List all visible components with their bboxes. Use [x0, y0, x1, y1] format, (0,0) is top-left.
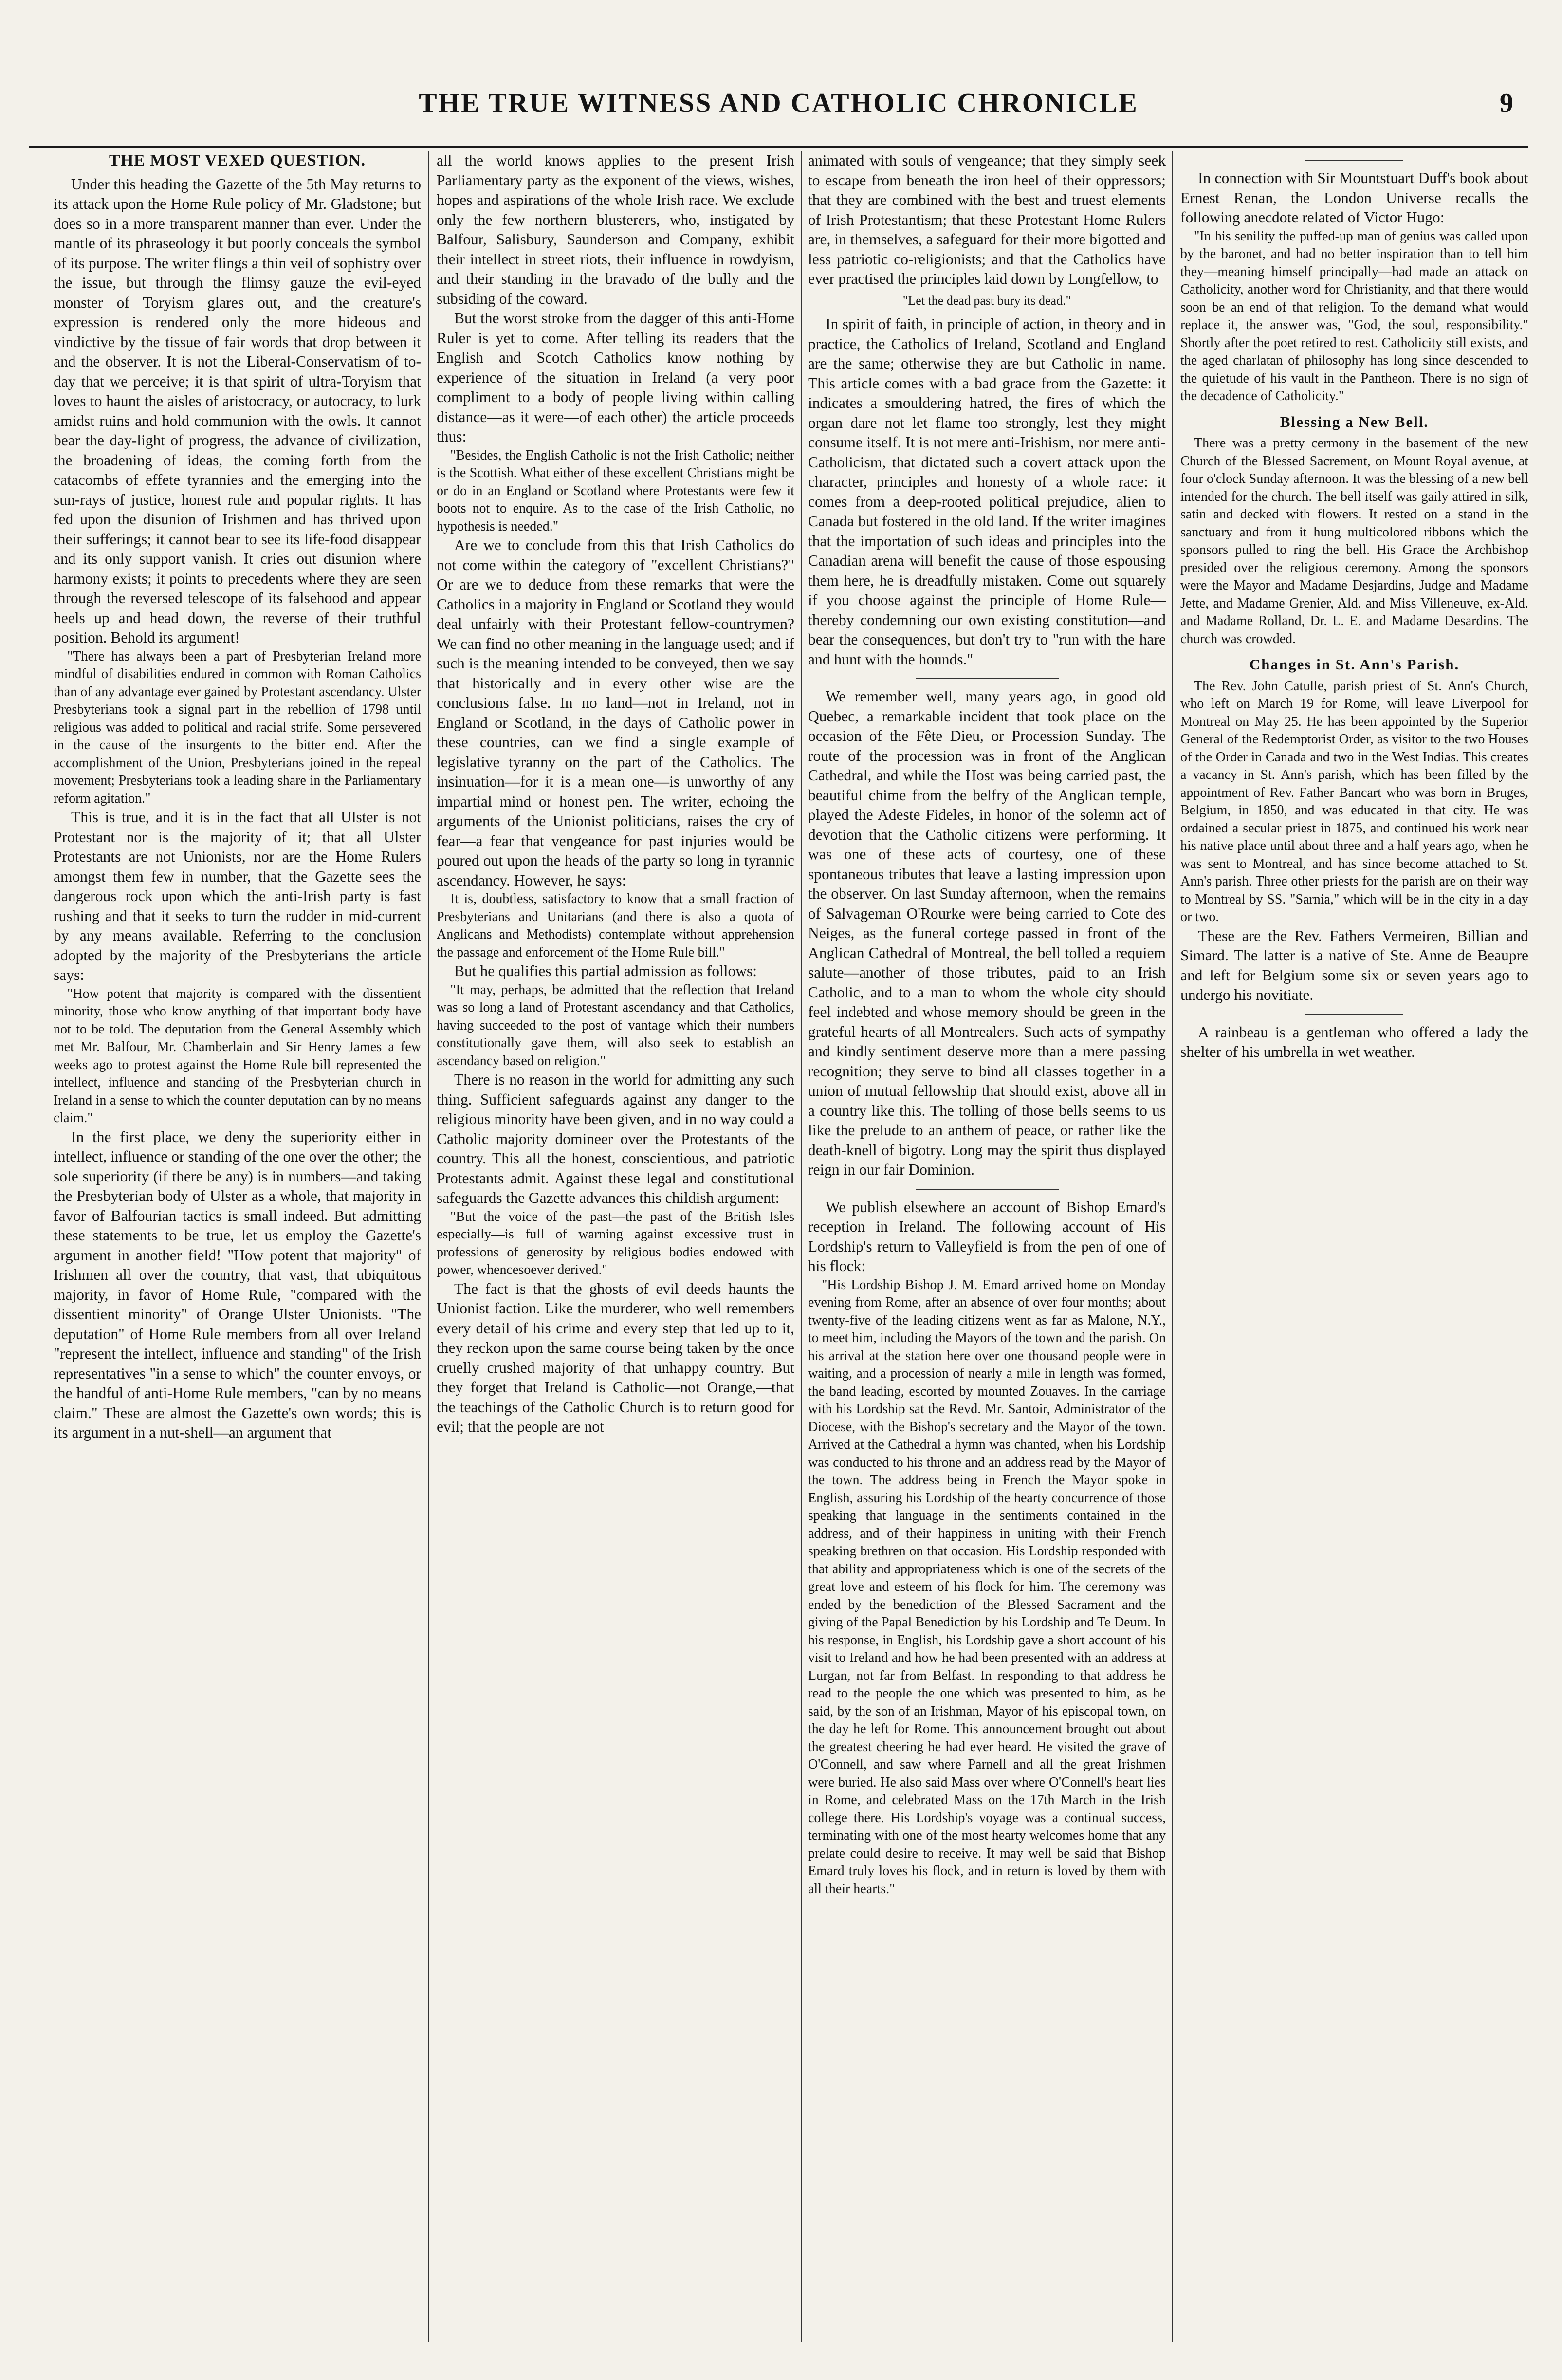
masthead: [29, 73, 1528, 148]
column-1: [54, 151, 421, 2351]
quote-paragraph: There was a pretty cermony in the basement of the new Church of the Blessed Sacrement, on Mount Royal avenue, at four o'clock Sunday afternoon. It was the blessing of a new bell intended for the church. The bell itself was gaily attired in silk, satin and decked with flowers. It rested on a stand in the sanctuary and from it hung multicolored ribbons which the sponsors pulled to ring the bell. His Grace the Archbishop presided over the religious ceremony. Among the sponsors were the Mayor and Madame Desjardins, Judge and Madame Jette, and Madame Grenier, Ald. and Miss Villeneuve, ex-Ald. and Madame Rolland, Dr. L. E. and Madame Desardins. The church was crowded.: [1180, 436, 1528, 646]
quote-paragraph: "There has always been a part of Presbyterian Ireland more mindful of disabilities endured in common with Roman Catholics than of any advantage ever gained by Protestant ascendancy. Ulster Presbyterians took a signal part in the rebellion of 1798 until religious was added to political and racial strife. Some persevered in the cause of the insurgents to the bitter end. After the accomplishment of the Union, Presbyterians joined in the repeal movement; Presbyterians took a leading share in the Parliamentary reform agitation.": [54, 648, 421, 806]
headline-most-vexed-question: THE MOST VEXED QUESTION.: [109, 151, 366, 169]
paragraph: In spirit of faith, in principle of action, in theory and in practice, the Catholics of Ireland, Scotland and England are the same; otherwise they are but Catholic in name. This article comes with a bad grace from the Gazette: it indicates a smouldering hatred, the fires of which the organ dare not let flame too strongly, lest they might consume itself. It is not mere anti-Irishism, nor mere anti-Catholicism, that dictated such a covert attack upon the character, principles and honesty of a whole race: it comes from a deep-rooted political prejudice, alien to Canada but fostered in the old land. If the writer imagines that the importation of such ideas and principles into the Canadian arena will benefit the cause of those espousing them here, he is dreadfully mistaken. Come out squarely if you choose against the principle of Home Rule—thereby condemning our own existing constitution—and bear the consequences, but don't try to "run with the hare and hunt with the hounds.": [808, 315, 1166, 668]
paragraph: Under this heading the Gazette of the 5th May returns to its attack upon the Home Rule policy of Mr. Gladstone; but does so in a more transparent manner than ever. Under the mantle of its phraseology it but poorly conceals the symbol of its purpose. The writer flings a thin veil of sophistry over the issue, but through the flimsy gauze the evil-eyed monster of Toryism glares out, and the creature's expression is rendered only the more hideous and vindictive by the tissue of fair words that drop between it and the observer. It is not the Liberal-Conservatism of to-day that we perceive; it is that spirit of ultra-Toryism that loves to haunt the aisles of aristocracy, or autocracy, to lurk amidst ruins and hold communion with the owls. It cannot bear the day-light of progress, the advance of civilization, the broadening of ideas, the coming forth from the catacombs of effete tyrannies and the emerging into the sun-rays of justice, honest rule and popular rights. It has fed upon the disunion of Irishmen and has thrived upon their sufferings; it cannot bear to see its life-food disappear and its only support vanish. It cries out disunion where harmony exists; it points to precedents where they are seen through the reversed telescope of its falsehood and appear heels up and head down, the reverse of their truthful position. Behold its argument!: [54, 175, 421, 646]
column-2: [437, 151, 794, 2351]
column-3: [808, 151, 1166, 2351]
paragraph: animated with souls of vengeance; that they simply seek to escape from beneath the iron heel of their oppressors; that they are combined with the best and truest elements of Irish Protestantism; that these Protestant Home Rulers are, in themselves, a safeguard for their more bigotted and less patriotic co-religionists; and that the Catholics have ever practised the principles laid down by Longfellow, to: [808, 152, 1166, 287]
page-number: 9: [1500, 88, 1513, 118]
column-4: [1180, 151, 1528, 2351]
paragraph: We publish elsewhere an account of Bishop Emard's reception in Ireland. The following account of His Lordship's return to Valleyfield is from the pen of one of his flock:: [808, 1198, 1166, 1274]
paragraph: Are we to conclude from this that Irish Catholics do not come within the category of "excellent Christians?" Or are we to deduce from these remarks that were the Catholics in a majority in England or Scotland they would deal unfairly with their Protestant fellow-countrymen? We can find no other meaning in the language used; and if such is the meaning intended to be conveyed, then we say that historically and in every other wise are the conclusions false. In no land—not in Ireland, not in England or Scotland, in the days of Catholic power in these countries, can we find a single example of legislative tyranny on the part of the Catholics. The insinuation—for it is a mean one—is unworthy of any impartial mind or honest pen. The writer, echoing the arguments of the Unionist politicians, raises the cry of fear—a fear that vengeance for past injuries would be poured out upon the heads of the party so long in tyrannic ascendancy. However, he says:: [437, 536, 794, 889]
quote-paragraph: "In his senility the puffed-up man of genius was called upon by the baronet, and had no better inspiration than to tell him they—meaning himself principally—had made an attack on Catholicity, another word for Christianity, and that there would soon be an end of that religion. To the demand what would replace it, the answer was, "God, the soul, responsibility." Shortly after the poet retired to rest. Catholicity still exists, and the aged charlatan of philosophy has long since descended to the quietude of his vault in the Pantheon. There is no sign of the decadence of Catholicity.": [1180, 228, 1528, 404]
paragraph: But he qualifies this partial admission as follows:: [454, 962, 757, 979]
section-separator: [1305, 160, 1403, 161]
column-divider: [428, 151, 429, 2342]
quote-paragraph: "Besides, the English Catholic is not the Irish Catholic; neither is the Scottish. What either of these excellent Christians might be or do in an England or Scotland where Protestants were few it boots not to enquire. As to the case of the Irish Catholic, no hypothesis is needed.": [437, 447, 794, 534]
quote-paragraph: It is, doubtless, satisfactory to know that a small fraction of Presbyterians and Unitarians (and there is also a quota of Anglicans and Methodists) contemplate without apprehension the passage and enforcement of the Home Rule bill.": [437, 891, 794, 960]
paragraph: In the first place, we deny the superiority either in intellect, influence or standing of the one over the other; the sole superiority (if there be any) is in numbers—and taking the Presbyterian body of Ulster as a whole, that majority in favor of Balfourian tactics is small indeed. But admitting these statements to be true, let us employ the Gazette's argument in another field! "How potent that majority" of Irishmen all over the country, that vast, that ubiquitous majority, in favor of Home Rule, "compared with the dissentient minority" of Orange Ulster Unionists. "The deputation" of Home Rule members from all over Ireland "represent the intellect, influence and standing" of the Irish representatives "in a sense to which" the counter envoys, or the handful of anti-Home Rule members, "can by no means claim." These are almost the Gazette's own words; this is its argument in a nut-shell—an argument that: [54, 1128, 421, 1441]
paragraph: all the world knows applies to the present Irish Parliamentary party as the exponent of the views, wishes, hopes and aspirations of the whole Irish race. We exclude only the few northern blusterers, who, instigated by Balfour, Salisbury, Saunderson and Company, exhibit their intellect in street riots, their influence in rowdyism, and their standing in the bravado of the bully and the subsiding of the coward.: [437, 152, 794, 307]
section-separator: [1305, 1014, 1403, 1015]
paragraph: This is true, and it is in the fact that all Ulster is not Protestant nor is the majority of it; that all Ulster Protestants are not Unionists, nor are the Home Rulers amongst them few in number, that the Gazette sees the dangerous rock upon which the anti-Irish party is fast rushing and that it seeks to turn the rudder in mid-current by any means available. Referring to the conclusion adopted by the majority of the Presbyterians the article says:: [54, 809, 421, 983]
quote-paragraph: "His Lordship Bishop J. M. Emard arrived home on Monday evening from Rome, after an absence of over four months; about twenty-five of the leading citizens went as far as Malone, N.Y., to meet him, including the Mayors of the town and the parish. On his arrival at the station here over one thousand people were in waiting, and a procession of nearly a mile in length was formed, the band leading, escorted by mounted Zouaves. In the carriage with his Lordship sat the Revd. Mr. Santoir, Administrator of the Diocese, with the Bishop's secretary and the Mayor of the town. Arrived at the Cathedral a hymn was chanted, when his Lordship was conducted to his throne and an address read by the Mayor of the town. The address being in French the Mayor spoke in English, assuring his Lordship of the hearty concurrence of those speaking that language in the sentiments contained in the address, and of their happiness in uniting with their French speaking brethren on that occasion. His Lordship responded with that ability and appropriateness which is one of the secrets of the great love and esteem of his flock for him. The ceremony was ended by the benediction of the Blessed Sacrament and the giving of the Papal Benediction by his Lordship and Te Deum. In his response, in English, his Lordship gave a short account of his visit to Ireland and how he had been presented with an address at Lurgan, not far from Belfast. In responding to that address he read to the people the one which was presented to him, as he said, by the son of an Irishman, Mayor of his episcopal town, on the day he left for Rome. This announcement brought out about the greatest cheering he had ever heard. He visited the grave of O'Connell, and saw where Parnell and all the great Irishmen were buried. He also said Mass over where O'Connell's heart lies in Rome, and celebrated Mass on the 17th March in the Irish college there. His Lordship's voyage was a continual success, terminating with one of the most hearty welcomes home that any prelate could desire to receive. It may well be said that Bishop Emard truly loves his flock, and in return is loved by them with all their hearts.": [808, 1277, 1166, 1897]
headline-changes-st-anns: Changes in St. Ann's Parish.: [1249, 656, 1460, 673]
paragraph: In connection with Sir Mountstuart Duff's book about Ernest Renan, the London Universe recalls the following anecdote related of Victor Hugo:: [1180, 169, 1528, 226]
paragraph: These are the Rev. Fathers Vermeiren, Billian and Simard. The latter is a native of Ste. Anne de Beaupre and left for Belgium some six or seven years ago to undergo his novitiate.: [1180, 927, 1528, 1003]
paragraph: There is no reason in the world for admitting any such thing. Sufficient safeguards against any danger to the religious minority have been given, and in no way could a Catholic majority domineer over the Protestants of the country. This all the honest, conscientious, and patriotic Protestants admit. Against these legal and constitutional safeguards the Gazette advances this childish argument:: [437, 1071, 794, 1206]
column-divider: [801, 151, 802, 2342]
newspaper-title: THE TRUE WITNESS AND CATHOLIC CHRONICLE: [419, 88, 1139, 118]
quote-paragraph: "How potent that majority is compared with the dissentient minority, those who know anything of that important body have not to be told. The deputation from the General Assembly which met Mr. Balfour, Mr. Chamberlain and Sir Henry James a few weeks ago to protest against the Home Rule bill represented the intellect, influence and standing of the Presbyterian church in Ireland in a sense to which the counter deputation can by no means claim.": [54, 986, 421, 1125]
paragraph: We remember well, many years ago, in good old Quebec, a remarkable incident that took place on the occasion of the Fête Dieu, or Procession Sunday. The route of the procession was in front of the Anglican Cathedral, and while the Host was being carried past, the beautiful chime from the belfry of the Anglican temple, played the Adeste Fideles, in honor of the solemn act of devotion that the Catholic citizens were performing. It was one of these acts of courtesy, one of these spontaneous tributes that leave a lasting impression upon the observer. On last Sunday afternoon, when the remains of Salvageman O'Rourke were being carried to Cote des Neiges, as the funeral cortege passed in front of the Anglican Cathedral of Montreal, the bell tolled a requiem salute—another of those tributes, paid to an Irish Catholic, and to a man to whom the whole city should feel indebted and whose memory should be green in the grateful hearts of all Montrealers. Such acts of sympathy and kindly sentiment deserve more than a mere passing recognition; they serve to bind all classes together in a union of mutual fellowship that should exist, above all in a country like this. The tolling of those bells seems to us like the prelude to an anthem of peace, or rather like the death-knell of bigotry. Long may the spirit thus displayed reign in our fair Dominion.: [808, 688, 1166, 1178]
quote-paragraph: "But the voice of the past—the past of the British Isles especially—is full of warning against excessive trust in professions of generosity by religious bodies endowed with power, whencesoever derived.": [437, 1209, 794, 1277]
quote-paragraph: The Rev. John Catulle, parish priest of St. Ann's Church, who left on March 19 for Rome, will leave Liverpool for Montreal on May 25. He has been appointed by the Superior General of the Redemptorist Order, as visitor to the two Houses of the Order in Canada and two in the West Indias. This creates a vacancy in St. Ann's parish, which has been filled by the appointment of Rev. Father Bancart who was born in Bruges, Belgium, in 1850, and was educated in that city. He was ordained a secular priest in 1875, and continued his work near his native place until about three and a half years ago, when he was sent to Montreal, and has since become attached to St. Ann's parish. Three other priests for the parish are on their way to Montreal by SS. "Sarnia," which will be in the city in a day or two.: [1180, 678, 1528, 924]
section-separator: [916, 1189, 1059, 1190]
paragraph: The fact is that the ghosts of evil deeds haunts the Unionist faction. Like the murderer, who well remembers every detail of his crime and every step that led up to it, they reckon upon the same course being taken by the once cruelly crushed majority of that unhappy country. But they forget that Ireland is Catholic—not Orange,—that the teachings of the Catholic Church is to return good for evil; that the people are not: [437, 1280, 794, 1435]
quote-paragraph: "It may, perhaps, be admitted that the reflection that Ireland was so long a land of Protestant ascendancy and that Catholics, having succeeded to the post of vantage which their numbers constitutionally gave them, will also seek to establish an ascendancy based on religion.": [437, 982, 794, 1069]
section-separator: [916, 678, 1059, 679]
paragraph: A rainbeau is a gentleman who offered a lady the shelter of his umbrella in wet weather.: [1180, 1023, 1528, 1060]
headline-blessing-new-bell: Blessing a New Bell.: [1280, 413, 1429, 430]
paragraph: But the worst stroke from the dagger of this anti-Home Ruler is yet to come. After telling its readers that the English and Scotch Catholics know nothing by experience of the situation in Ireland (a very poor compliment to a body of people living within calling distance—as it were—of each other) the article proceeds thus:: [437, 310, 794, 445]
column-divider: [1172, 151, 1173, 2342]
poem-line: "Let the dead past bury its dead.": [902, 293, 1071, 308]
